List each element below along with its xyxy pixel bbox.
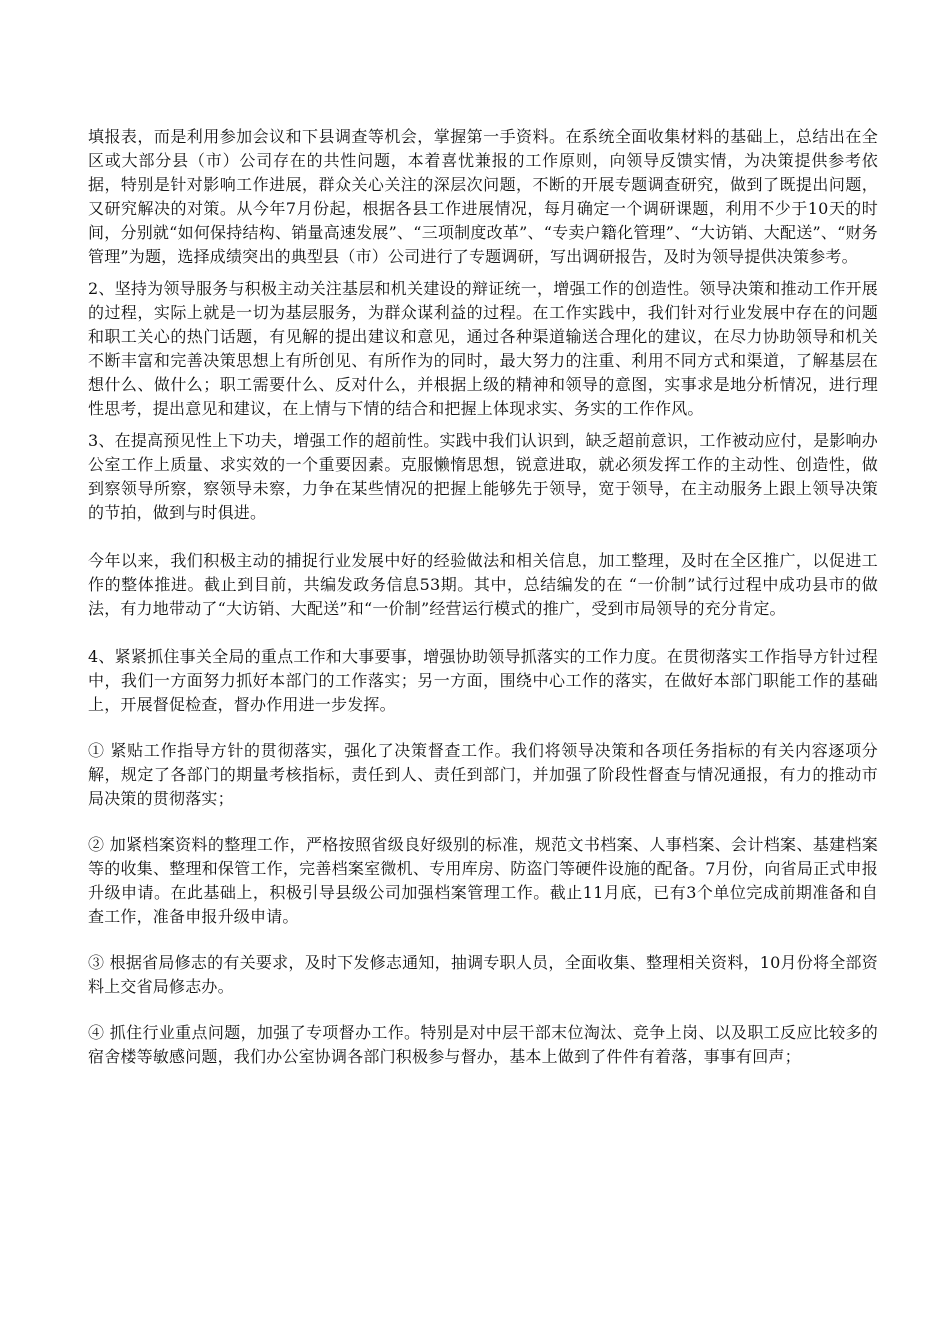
paragraph-item-2-service: 2、坚持为领导服务与积极主动关注基层和机关建设的辩证统一，增强工作的创造性。领导决策和推动工作开展的过程，实际上就是一切为基层服务，为群众谋利益的过程。在工作实践中，我们针对行业发展中存在的问题和职工关心的热门话题，有见解的提出建议和意见，通过各种渠道输送合理化的建议，在尽力协助领导和机关不断丰富和完善决策思想上有所创见、有所作为的同时，最大努力的注重、利用不同方式和渠道，了解基层在想什么、做什么；职工需要什么、反对什么，并根据上级的精神和领导的意图，实事求是地分析情况，进行理性思考，提出意见和建议，在上情与下情的结合和把握上体现求实、务实的工作作风。 [88,279,878,418]
paragraph-subitem-4-special-supervision: ④ 抓住行业重点问题，加强了专项督办工作。特别是对中层干部末位淘汰、竞争上岗、以及职工反应比较多的宿舍楼等敏感问题，我们办公室协调各部门积极参与督办，基本上做到了件件有着落，事事有回声； [88,1023,878,1066]
paragraph-information-work: 今年以来，我们积极主动的捕捉行业发展中好的经验做法和相关信息，加工整理，及时在全区推广，以促进工作的整体推进。截止到目前，共编发政务信息53期。其中，总结编发的在 “一价制”试行过程中成功县市的做法，有力地带动了“大访销、大配送”和“一价制”经营运行模式的推广，受到市局领导的充分肯定。 [88,551,878,618]
paragraph-subitem-1-supervision: ① 紧贴工作指导方针的贯彻落实，强化了决策督查工作。我们将领导决策和各项任务指标的有关内容逐项分解，规定了各部门的期量考核指标，责任到人、责任到部门，并加强了阶段性督查与情况通报，有力的推动市局决策的贯彻落实； [88,741,878,808]
paragraph-subitem-3-chronicles: ③ 根据省局修志的有关要求，及时下发修志通知，抽调专职人员，全面收集、整理相关资料，10月份将全部资料上交省局修志办。 [88,953,878,996]
paragraph-subitem-2-archives: ② 加紧档案资料的整理工作，严格按照省级良好级别的标准，规范文书档案、人事档案、会计档案、基建档案等的收集、整理和保管工作，完善档案室微机、专用库房、防盗门等硬件设施的配备。7月份，向省局正式申报升级申请。在此基础上，积极引导县级公司加强档案管理工作。截止11月底，已有3个单位完成前期准备和自查工作，准备申报升级申请。 [88,835,878,926]
paragraph-research-reports: 填报表，而是利用参加会议和下县调查等机会，掌握第一手资料。在系统全面收集材料的基础上，总结出在全区或大部分县（市）公司存在的共性问题，本着喜忧兼报的工作原则，向领导反馈实情，为决策提供参考依据，特别是针对影响工作进展，群众关心关注的深层次问题，不断的开展专题调查研究，做到了既提出问题，又研究解决的对策。从今年7月份起，根据各县工作进展情况，每月确定一个调研课题，利用不少于10天的时间，分别就“如何保持结构、销量高速发展”、“三项制度改革”、“专卖户籍化管理”、“大访销、大配送”、“财务管理”为题，选择成绩突出的典型县（市）公司进行了专题调研，写出调研报告，及时为领导提供决策参考。 [88,127,878,266]
paragraph-item-3-foresight: 3、在提高预见性上下功夫，增强工作的超前性。实践中我们认识到，缺乏超前意识，工作被动应付，是影响办公室工作上质量、求实效的一个重要因素。克服懒惰思想，锐意进取，就必须发挥工作的主动性、创造性，做到察领导所察，察领导未察，力争在某些情况的把握上能够先于领导，宽于领导，在主动服务上跟上领导决策的节拍，做到与时俱进。 [88,431,878,522]
document-body [88,125,878,1069]
paragraph-item-4-implementation: 4、紧紧抓住事关全局的重点工作和大事要事，增强协助领导抓落实的工作力度。在贯彻落实工作指导方针过程中，我们一方面努力抓好本部门的工作落实；另一方面，围绕中心工作的落实，在做好本部门职能工作的基础上，开展督促检查，督办作用进一步发挥。 [88,647,878,714]
